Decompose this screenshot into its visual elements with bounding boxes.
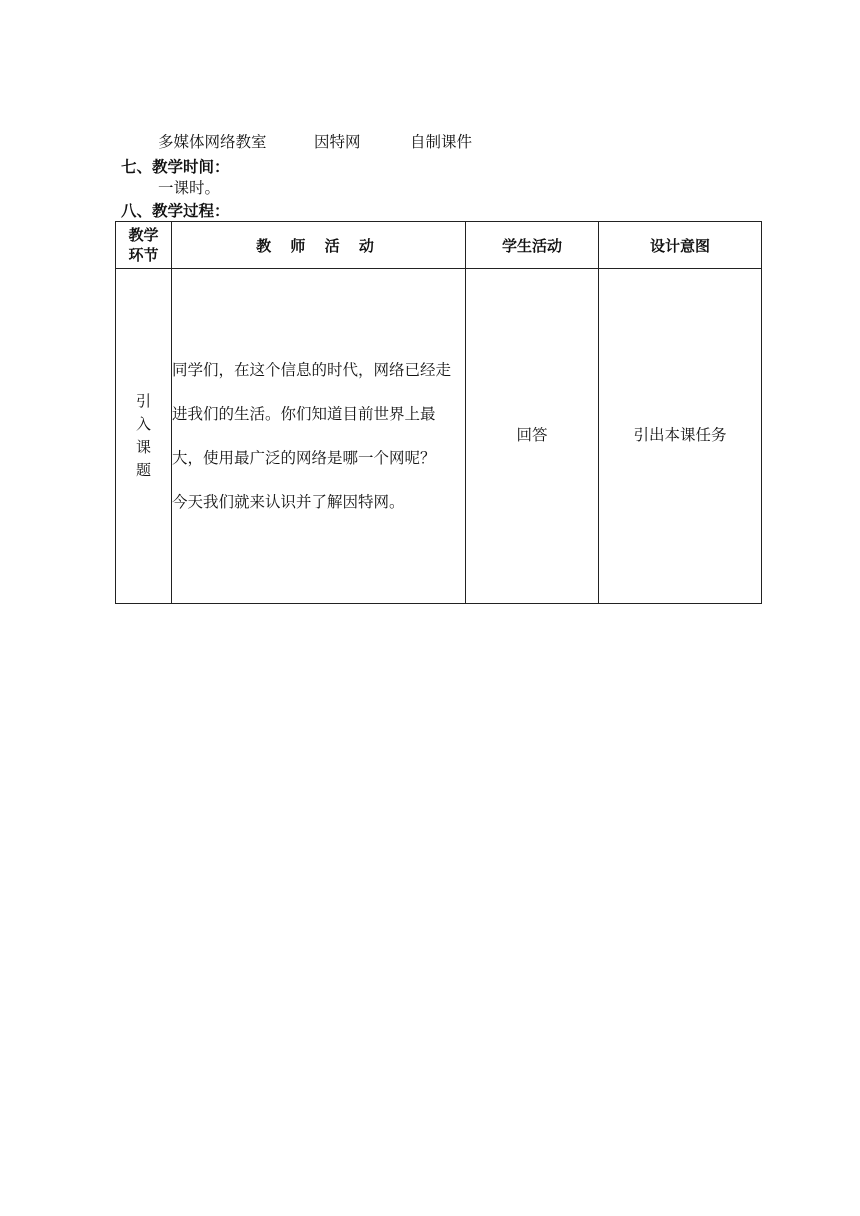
stage-char: 入 (135, 415, 151, 433)
stage-cell (116, 269, 172, 604)
header-stage-line2: 环节 (128, 246, 159, 264)
header-stage-line1: 教学 (128, 226, 159, 244)
table-header-row (116, 222, 762, 269)
teacher-activity-paragraph-2: 今天我们就来认识并了解因特网。 (172, 493, 405, 511)
teacher-activity-paragraph-1: 同学们，在这个信息的时代，网络已经走进我们的生活。你们知道目前世界上最大，使用最广泛的网络是哪一个网呢？ (172, 361, 452, 467)
header-teacher-activity (172, 222, 466, 269)
teaching-resources-line (158, 131, 472, 153)
teacher-activity-cell (172, 269, 466, 604)
design-intent-cell (599, 269, 762, 604)
stage-char: 引 (135, 392, 151, 410)
resource-internet: 因特网 (314, 133, 361, 151)
student-activity-cell (466, 269, 599, 604)
header-stage (116, 222, 172, 269)
resource-courseware: 自制课件 (410, 133, 473, 151)
header-student-activity: 学生活动 (466, 222, 599, 269)
teaching-process-table (115, 221, 762, 604)
stage-char: 题 (135, 461, 151, 479)
section-7-heading: 七、教学时间： (121, 158, 230, 176)
header-design-intent: 设计意图 (599, 222, 762, 269)
design-intent-text: 引出本课任务 (633, 426, 727, 444)
header-teacher-label: 教 师 活 动 (256, 236, 381, 255)
table-row (116, 269, 762, 604)
section-8-heading: 八、教学过程： (121, 202, 230, 220)
teaching-time-text: 一课时。 (158, 179, 221, 197)
student-activity-text: 回答 (516, 426, 548, 444)
stage-char: 课 (135, 438, 151, 456)
resource-multimedia-classroom: 多媒体网络教室 (158, 133, 267, 151)
